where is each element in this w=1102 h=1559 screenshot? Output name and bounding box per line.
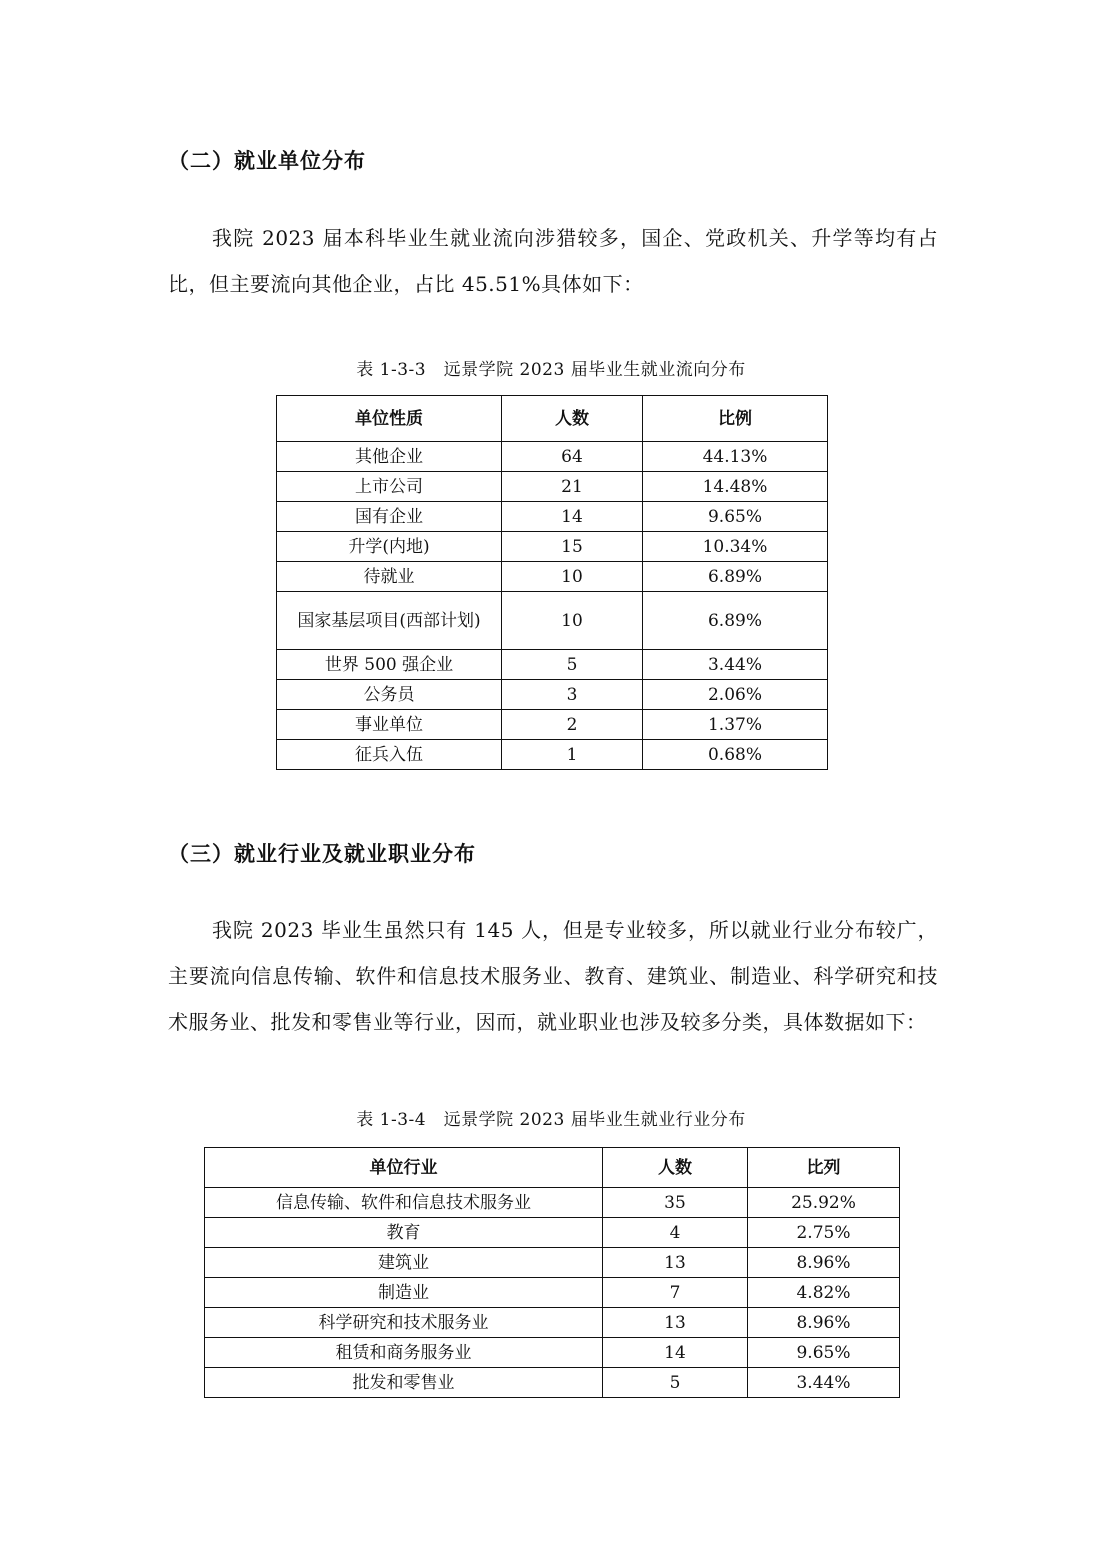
table-row [277, 592, 828, 650]
section-heading-employer-distribution: （二）就业单位分布 [168, 149, 366, 173]
table-cell: 10 [502, 562, 643, 592]
table-cell: 2.06% [643, 680, 828, 710]
table-row [205, 1278, 900, 1308]
table-cell: 待就业 [277, 562, 502, 592]
table-cell: 事业单位 [277, 710, 502, 740]
table-row [277, 680, 828, 710]
table-cell: 国家基层项目(西部计划) [277, 592, 502, 650]
table-cell: 14.48% [643, 472, 828, 502]
table-row [205, 1218, 900, 1248]
table-row [277, 532, 828, 562]
table-cell: 信息传输、软件和信息技术服务业 [205, 1188, 603, 1218]
table-cell: 4 [603, 1218, 748, 1248]
section-heading-industry-distribution: （三）就业行业及就业职业分布 [168, 842, 476, 866]
column-header: 比列 [748, 1148, 900, 1188]
table-cell: 35 [603, 1188, 748, 1218]
table-cell: 6.89% [643, 592, 828, 650]
table-cell: 8.96% [748, 1308, 900, 1338]
table-cell: 批发和零售业 [205, 1368, 603, 1398]
table-cell: 2.75% [748, 1218, 900, 1248]
table-row [277, 710, 828, 740]
table-cell: 5 [603, 1368, 748, 1398]
table-cell: 44.13% [643, 442, 828, 472]
table-cell: 15 [502, 532, 643, 562]
column-header: 比例 [643, 396, 828, 442]
table-cell: 25.92% [748, 1188, 900, 1218]
table-row [277, 740, 828, 770]
table-cell: 9.65% [748, 1338, 900, 1368]
table-cell: 21 [502, 472, 643, 502]
table-cell: 10 [502, 592, 643, 650]
table-row [277, 472, 828, 502]
table-cell: 3.44% [748, 1368, 900, 1398]
table-row [277, 502, 828, 532]
table-row [277, 562, 828, 592]
table-cell: 8.96% [748, 1248, 900, 1278]
table-cell: 建筑业 [205, 1248, 603, 1278]
industry-distribution-table [204, 1147, 900, 1398]
table-cell: 14 [603, 1338, 748, 1368]
table-cell: 2 [502, 710, 643, 740]
table-cell: 制造业 [205, 1278, 603, 1308]
table-cell: 4.82% [748, 1278, 900, 1308]
table-caption-industry-distribution: 表 1-3-4 远景学院 2023 届毕业生就业行业分布 [356, 1110, 746, 1130]
table-cell: 0.68% [643, 740, 828, 770]
table-row [205, 1368, 900, 1398]
table-cell: 7 [603, 1278, 748, 1308]
table-caption-employer-distribution: 表 1-3-3 远景学院 2023 届毕业生就业流向分布 [356, 360, 746, 380]
table-cell: 14 [502, 502, 643, 532]
table-cell: 9.65% [643, 502, 828, 532]
table-cell: 租赁和商务服务业 [205, 1338, 603, 1368]
table-cell: 3 [502, 680, 643, 710]
column-header: 人数 [603, 1148, 748, 1188]
table-cell: 64 [502, 442, 643, 472]
table-header-row [205, 1148, 900, 1188]
table-cell: 3.44% [643, 650, 828, 680]
table-cell: 上市公司 [277, 472, 502, 502]
table-cell: 国有企业 [277, 502, 502, 532]
table-cell: 升学(内地) [277, 532, 502, 562]
table-cell: 13 [603, 1308, 748, 1338]
employer-distribution-table [276, 395, 828, 770]
table-cell: 公务员 [277, 680, 502, 710]
table-row [205, 1248, 900, 1278]
table-cell: 1.37% [643, 710, 828, 740]
table-cell: 6.89% [643, 562, 828, 592]
table-cell: 征兵入伍 [277, 740, 502, 770]
table-cell: 科学研究和技术服务业 [205, 1308, 603, 1338]
table-row [205, 1308, 900, 1338]
column-header: 单位性质 [277, 396, 502, 442]
table-row [205, 1338, 900, 1368]
table-cell: 其他企业 [277, 442, 502, 472]
column-header: 单位行业 [205, 1148, 603, 1188]
table-cell: 13 [603, 1248, 748, 1278]
table-row [205, 1188, 900, 1218]
table-cell: 1 [502, 740, 643, 770]
table-cell: 10.34% [643, 532, 828, 562]
section-paragraph-employer-distribution: 我院 2023 届本科毕业生就业流向涉猎较多，国企、党政机关、升学等均有占比，但主要流向其他企业，占比 45.51%具体如下： [168, 226, 938, 296]
section-paragraph-industry-distribution: 我院 2023 毕业生虽然只有 145 人，但是专业较多，所以就业行业分布较广，主要流向信息传输、软件和信息技术服务业、教育、建筑业、制造业、科学研究和技术服务业、批发和零售业等行业，因而，就业职业也涉及较多分类，具体数据如下： [168, 918, 938, 1034]
table-cell: 世界 500 强企业 [277, 650, 502, 680]
table-row [277, 442, 828, 472]
table-cell: 教育 [205, 1218, 603, 1248]
column-header: 人数 [502, 396, 643, 442]
table-cell: 5 [502, 650, 643, 680]
table-row [277, 650, 828, 680]
table-header-row [277, 396, 828, 442]
